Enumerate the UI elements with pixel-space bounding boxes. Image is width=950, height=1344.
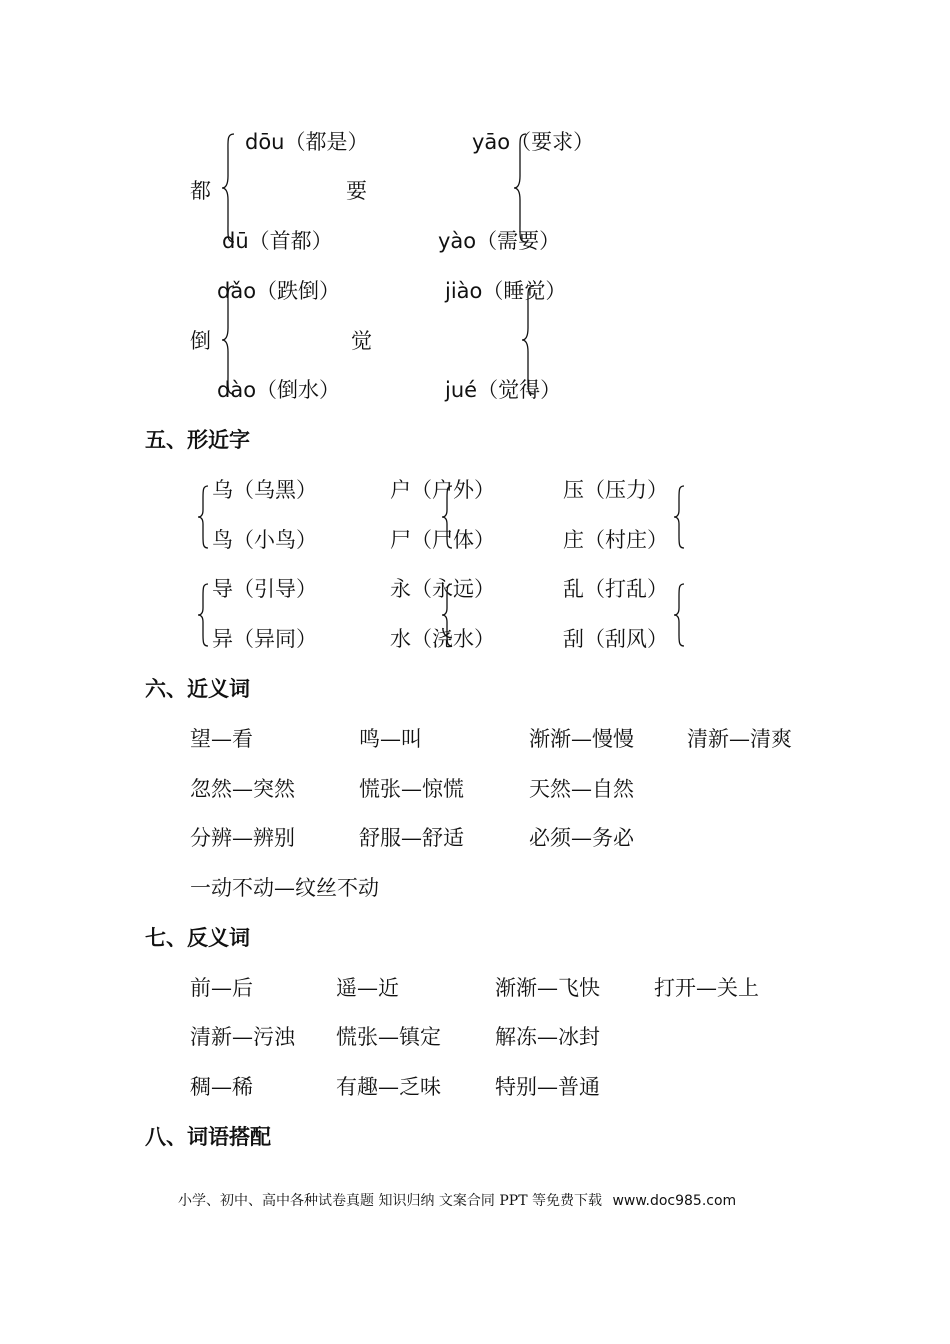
brace-icon bbox=[196, 484, 210, 550]
list-item: 慌张—惊慌 bbox=[359, 777, 464, 801]
list-item: 水（浇水） bbox=[390, 627, 495, 651]
polyphone-reading: dū（首都） bbox=[222, 229, 333, 253]
list-item: 清新—污浊 bbox=[190, 1025, 295, 1049]
polyphone-reading: yào（需要） bbox=[438, 229, 561, 253]
list-item: 清新—清爽 bbox=[687, 727, 792, 751]
polyphone-reading: dào（倒水） bbox=[217, 378, 341, 402]
list-item: 户（户外） bbox=[390, 478, 495, 502]
list-item: 庄（村庄） bbox=[563, 528, 668, 552]
list-item: 刮（刮风） bbox=[563, 627, 668, 651]
brace-icon bbox=[672, 484, 686, 550]
polyphone-reading: dōu（都是） bbox=[245, 130, 369, 154]
section-title-similar-chars: 五、形近字 bbox=[145, 428, 250, 452]
list-item: 打开—关上 bbox=[654, 976, 759, 1000]
list-item: 乌（乌黑） bbox=[212, 478, 317, 502]
list-item: 望—看 bbox=[190, 727, 253, 751]
list-item: 尸（尸体） bbox=[390, 528, 495, 552]
list-item: 有趣—乏味 bbox=[336, 1075, 441, 1099]
footer-link[interactable]: www.doc985.com bbox=[612, 1193, 737, 1209]
polyphone-reading: jué（觉得） bbox=[445, 378, 562, 402]
list-item: 一动不动—纹丝不动 bbox=[190, 876, 379, 900]
list-item: 遥—近 bbox=[336, 976, 399, 1000]
list-item: 异（异同） bbox=[212, 627, 317, 651]
list-item: 乱（打乱） bbox=[563, 577, 668, 601]
brace-icon bbox=[672, 582, 686, 648]
list-item: 渐渐—飞快 bbox=[495, 976, 600, 1000]
polyphone-reading: yāo（要求） bbox=[472, 130, 595, 154]
polyphone-char: 要 bbox=[346, 179, 367, 203]
polyphone-reading: dǎo（跌倒） bbox=[217, 279, 341, 303]
list-item: 稠—稀 bbox=[190, 1075, 253, 1099]
list-item: 渐渐—慢慢 bbox=[529, 727, 634, 751]
list-item: 鸣—叫 bbox=[359, 727, 422, 751]
polyphone-char: 倒 bbox=[190, 329, 211, 353]
list-item: 分辨—辨别 bbox=[190, 826, 295, 850]
polyphone-char: 觉 bbox=[351, 329, 372, 353]
list-item: 必须—务必 bbox=[529, 826, 634, 850]
list-item: 忽然—突然 bbox=[190, 777, 295, 801]
list-item: 鸟（小鸟） bbox=[212, 528, 317, 552]
polyphone-char: 都 bbox=[190, 179, 211, 203]
polyphone-reading: jiào（睡觉） bbox=[445, 279, 567, 303]
list-item: 天然—自然 bbox=[529, 777, 634, 801]
list-item: 解冻—冰封 bbox=[495, 1025, 600, 1049]
footer-text: 小学、初中、高中各种试卷真题 知识归纳 文案合同 PPT 等免费下载 bbox=[178, 1193, 602, 1209]
brace-icon bbox=[196, 582, 210, 648]
list-item: 压（压力） bbox=[563, 478, 668, 502]
list-item: 导（引导） bbox=[212, 577, 317, 601]
page-footer bbox=[178, 1192, 736, 1210]
list-item: 前—后 bbox=[190, 976, 253, 1000]
section-title-collocations: 八、词语搭配 bbox=[145, 1125, 271, 1149]
list-item: 永（永远） bbox=[390, 577, 495, 601]
section-title-antonyms: 七、反义词 bbox=[145, 926, 250, 950]
list-item: 慌张—镇定 bbox=[336, 1025, 441, 1049]
section-title-synonyms: 六、近义词 bbox=[145, 677, 250, 701]
list-item: 特别—普通 bbox=[495, 1075, 600, 1099]
list-item: 舒服—舒适 bbox=[359, 826, 464, 850]
